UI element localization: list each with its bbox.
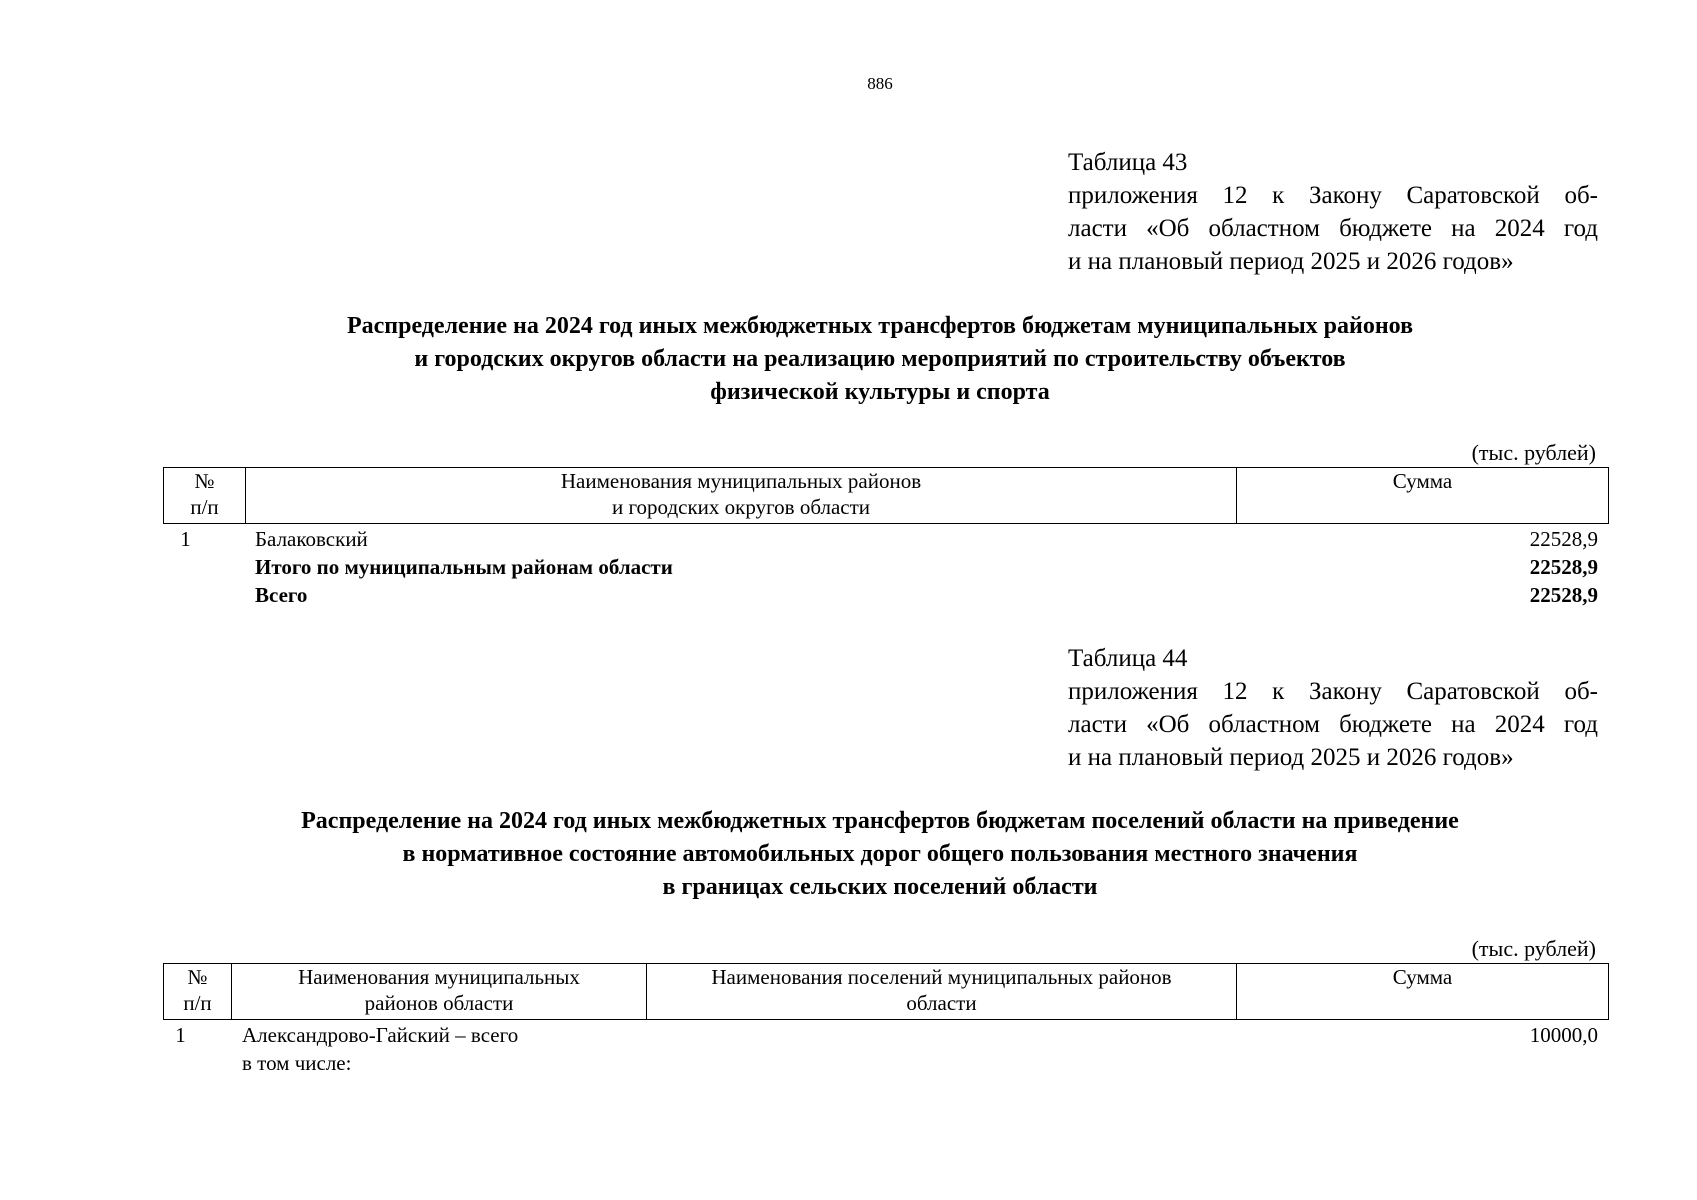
header-district-name — [246, 468, 1237, 524]
heading-line: и городских округов области на реализацию мероприятий по строительству объектов — [414, 346, 1346, 372]
header-number — [164, 964, 232, 1020]
row-district-name: Балаковский — [255, 527, 368, 551]
row-sum: 22528,9 — [1529, 527, 1598, 551]
table-43-header — [163, 467, 1609, 524]
table-44-header — [163, 963, 1609, 1020]
header-district-line: и городских округов области — [611, 495, 871, 519]
row-total-sum: 22528,9 — [1529, 583, 1598, 607]
row-district-name: в том числе: — [242, 1051, 352, 1075]
heading-line: Распределение на 2024 год иных межбюджетных трансфертов бюджетам поселений области на приведение — [301, 808, 1459, 834]
row-sum: 10000,0 — [1529, 1023, 1598, 1047]
header-sum-label: Сумма — [1392, 469, 1453, 493]
header-district-line: районов области — [364, 991, 514, 1015]
header-sum-label: Сумма — [1392, 965, 1453, 989]
row-total-name: Всего — [255, 583, 308, 607]
header-number-line: п/п — [190, 495, 219, 519]
header-district-line: Наименования муниципальных районов — [560, 469, 922, 493]
annex-line: приложения 12 к Закону Саратовской об- — [1068, 678, 1598, 705]
row-subtotal-sum: 22528,9 — [1529, 555, 1598, 579]
row-number: 1 — [180, 527, 191, 551]
annex-line: ласти «Об областном бюджете на 2024 год — [1068, 215, 1598, 242]
table-43-heading — [160, 310, 1600, 409]
heading-line: Распределение на 2024 год иных межбюджетных трансфертов бюджетам муниципальных районов — [346, 313, 1414, 339]
table-44-heading — [160, 805, 1600, 904]
header-number-line: № — [187, 965, 208, 989]
unit-label: (тыс. рублей) — [1471, 936, 1596, 961]
annex-line: приложения 12 к Закону Саратовской об- — [1068, 182, 1598, 209]
header-settlement-name — [647, 964, 1237, 1020]
annex-note-table-44 — [1068, 642, 1598, 774]
annex-line: и на плановый период 2025 и 2026 годов» — [1068, 744, 1514, 771]
header-district-line: Наименования муниципальных — [298, 965, 580, 989]
header-number — [164, 468, 246, 524]
header-sum — [1237, 468, 1609, 524]
annex-title: Таблица 44 — [1068, 645, 1188, 672]
heading-line: в границах сельских поселений области — [662, 874, 1098, 900]
annex-line: и на плановый период 2025 и 2026 годов» — [1068, 248, 1514, 275]
heading-line: в нормативное состояние автомобильных дорог общего пользования местного значения — [402, 841, 1358, 867]
table-44-body — [163, 1021, 1598, 1081]
heading-line: физической культуры и спорта — [710, 379, 1050, 405]
header-district-name — [232, 964, 647, 1020]
header-settlement-line: области — [906, 991, 977, 1015]
header-number-line: п/п — [183, 991, 212, 1015]
header-sum — [1237, 964, 1609, 1020]
annex-line: ласти «Об областном бюджете на 2024 год — [1068, 711, 1598, 738]
row-district-name: Александрово-Гайский – всего — [242, 1023, 519, 1047]
table-43-body — [163, 525, 1598, 615]
annex-title: Таблица 43 — [1068, 149, 1188, 176]
unit-label: (тыс. рублей) — [1471, 440, 1596, 465]
header-number-line: № — [194, 469, 215, 493]
header-settlement-line: Наименования поселений муниципальных районов — [711, 965, 1172, 989]
row-subtotal-name: Итого по муниципальным районам области — [255, 555, 673, 579]
page-number: 886 — [867, 74, 893, 93]
row-number: 1 — [175, 1023, 186, 1047]
annex-note-table-43 — [1068, 146, 1598, 278]
